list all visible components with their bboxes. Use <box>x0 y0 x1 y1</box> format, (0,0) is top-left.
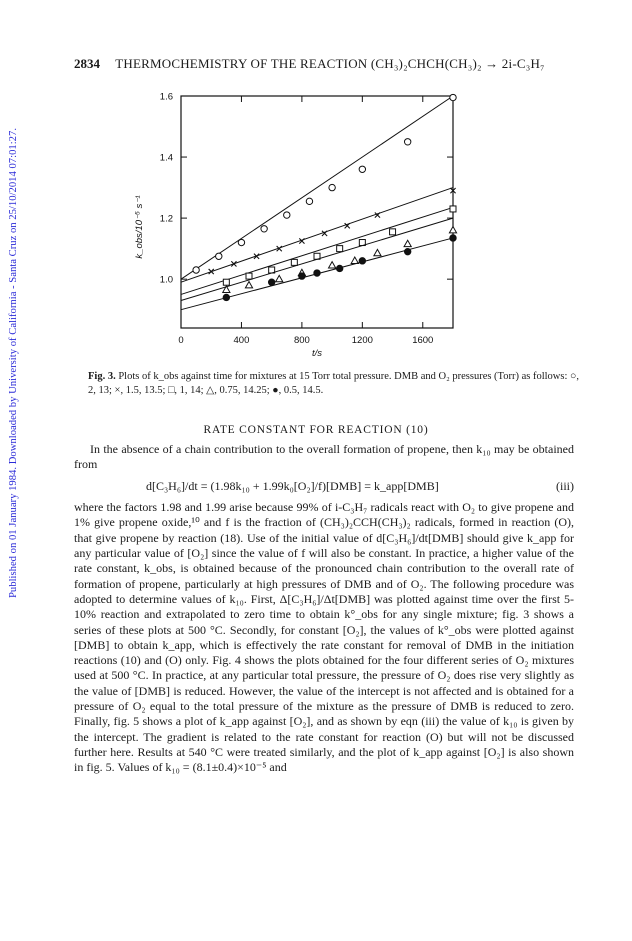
data-point-triangle-open <box>404 240 411 246</box>
x-axis-label: t/s <box>311 348 323 358</box>
fit-line-triangle-open <box>181 218 453 300</box>
intro-paragraph <box>74 442 574 473</box>
data-point-circle-filled <box>359 258 365 264</box>
data-point-circle-open <box>359 166 365 172</box>
fit-line-circle-open <box>181 96 453 279</box>
data-point-cross <box>231 261 236 266</box>
fit-line-cross <box>181 188 453 283</box>
download-stamp <box>4 120 20 600</box>
data-point-triangle-open <box>351 257 358 263</box>
data-point-square-open <box>291 259 297 265</box>
equation-text: d[C₃H₆]/dt = (1.98k₁₀ + 1.99k₀[O₂]/f)[DMB] = k_app[DMB] <box>146 479 439 493</box>
data-point-circle-filled <box>336 265 342 271</box>
fit-line-square-open <box>181 207 453 294</box>
main-paragraph <box>74 500 574 776</box>
data-point-triangle-open <box>223 286 230 292</box>
data-point-triangle-open <box>449 227 456 233</box>
x-tick-label: 1600 <box>412 335 434 346</box>
paragraph-2: where the factors 1.98 and 1.99 arise because 99% of i-C₃H₇ radicals react with O₂ to give propene and 1% give propene oxide,¹⁰ and f is the fraction of (CH₃)₂CCH(CH₃)₂ radicals, formed in reaction (O), that give propene by reaction (18). Use of the initial value of d[C₃H₆]/dt[DMB] should give k_app for any particular value of [O₂] since the value of f will also be constant. In practice, a higher value of the rate constant, k_obs, is obtained because of the pronounced chain contribution to the overall rate of formation of propene, particularly at high pressures of DMB and of O₂. The following procedure was adopted to determine values of k₁₀. First, Δ[C₃H₆]/Δt[DMB] was plotted against time over the first 5-10% reaction and extrapolated to zero time to obtain k°_obs for any single mixture; fig. 3 shows a series of these plots at 500 °C. Secondly, for constant [O₂], the values of k°_obs were plotted against [DMB] to obtain k_app, which is effectively the rate constant for removal of DMB in the initiation reactions (10) and (O) only. Fig. 4 shows the plots obtained for the four different series of O₂ mixtures used at 500 °C. In practice, at any particular total pressure, the pressure of O₂ does rise very slightly as the value of [DMB] is reduced. However, the value of the intercept is not affected and is obtained for a pressure of O₂ equal to the total pressure of the mixture as the pressure of DMB is reduced to zero. Finally, fig. 5 shows a plot of k_app against [O₂], and as shown by eqn (iii) the value of k₁₀ is given by the intercept. The gradient is related to the rate constant for reaction (O) but will not be discussed further here. Results at 540 °C were treated similarly, and the plot of k_app against [O₂] is also shown in fig. 5. Values of k₁₀ = (8.1±0.4)×10⁻⁵ and <box>74 500 574 775</box>
data-point-circle-open <box>238 239 244 245</box>
data-point-square-open <box>246 273 252 279</box>
data-point-triangle-open <box>245 281 252 287</box>
data-point-triangle-open <box>329 262 336 268</box>
y-tick-label: 1.4 <box>159 152 173 164</box>
y-tick-label: 1.0 <box>159 274 173 286</box>
paragraph-1: In the absence of a chain contribution to the overall formation of propene, then k₁₀ may be obtained from <box>74 442 574 472</box>
plot-frame <box>181 96 453 328</box>
data-point-circle-filled <box>404 248 410 254</box>
data-point-cross <box>375 212 380 217</box>
y-tick-label: 1.2 <box>159 213 173 225</box>
data-point-circle-open <box>306 198 312 204</box>
figure-3 <box>118 78 478 363</box>
data-point-circle-open <box>404 139 410 145</box>
data-point-circle-open <box>261 226 267 232</box>
data-point-circle-filled <box>314 270 320 276</box>
download-stamp-text: Published on 01 January 1984. Downloaded by University of California - Santa Cruz on 25/10/2014 07:01:27. <box>8 134 19 598</box>
x-tick-label: 1200 <box>351 335 373 346</box>
data-point-circle-filled <box>223 294 229 300</box>
y-axis-label: k_obs/10⁻⁵ s⁻¹ <box>134 195 145 259</box>
figure-caption-text: Plots of k_obs against time for mixtures at 15 Torr total pressure. DMB and O₂ pressures (Torr) as follows: ○, 2, 13; ×, 1.5, 13.5; □, 1, 14; △, 0.75, 14.25; ●, 0.5, 14.5. <box>88 371 579 396</box>
kobs-vs-time-chart <box>118 78 478 358</box>
data-point-triangle-open <box>374 249 381 255</box>
y-tick-label: 1.6 <box>159 91 173 103</box>
section-heading: RATE CONSTANT FOR REACTION (10) <box>203 424 429 436</box>
equation-iii <box>74 479 574 495</box>
running-title: THERMOCHEMISTRY OF THE REACTION (CH₃)₂CHCH(CH₃)₂ → 2i-C₃H₇ <box>115 56 545 71</box>
data-point-circle-open <box>284 212 290 218</box>
data-point-square-open <box>337 246 343 252</box>
x-tick-label: 800 <box>293 335 310 346</box>
page-number: 2834 <box>74 56 100 71</box>
data-point-square-open <box>390 229 396 235</box>
data-point-circle-open <box>329 184 335 190</box>
x-tick-label: 0 <box>178 335 184 346</box>
page-header <box>74 56 574 72</box>
equation-number: (iii) <box>556 479 574 493</box>
data-point-circle-open <box>450 94 456 100</box>
data-point-circle-filled <box>450 235 456 241</box>
data-point-circle-open <box>216 253 222 259</box>
figure-caption <box>88 370 584 398</box>
data-point-circle-open <box>193 267 199 273</box>
figure-caption-label: Fig. 3. <box>88 371 116 382</box>
data-point-circle-filled <box>299 273 305 279</box>
x-tick-label: 400 <box>233 335 250 346</box>
data-point-circle-filled <box>268 279 274 285</box>
data-point-square-open <box>450 206 456 212</box>
data-point-triangle-open <box>276 275 283 281</box>
data-point-square-open <box>223 279 229 285</box>
